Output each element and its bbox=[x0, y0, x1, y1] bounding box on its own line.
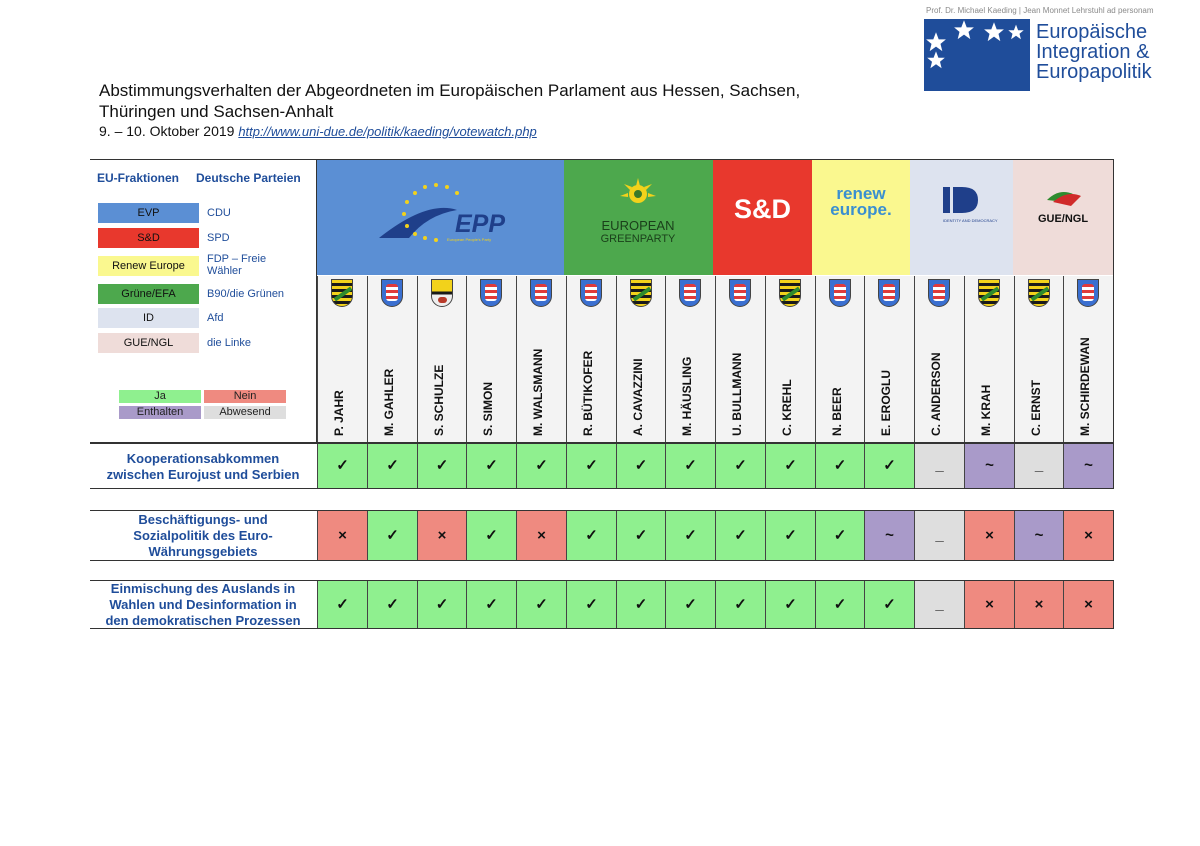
gue-logo-icon bbox=[1013, 160, 1113, 275]
row-right-border bbox=[1113, 443, 1114, 488]
legend-group-1: S&D bbox=[98, 228, 199, 248]
vote-cell-yes: ✓ bbox=[317, 444, 367, 488]
legend-group-0: EVP bbox=[98, 203, 199, 223]
state-crest-icon bbox=[331, 279, 353, 307]
mep-column bbox=[516, 276, 566, 442]
vote-cell-no: × bbox=[964, 581, 1014, 628]
mep-column bbox=[566, 276, 616, 442]
mep-column bbox=[665, 276, 715, 442]
vote-cell-yes: ✓ bbox=[715, 444, 765, 488]
vote-cell-yes: ✓ bbox=[665, 444, 715, 488]
vote-cell-yes: ✓ bbox=[466, 444, 516, 488]
vote-title bbox=[90, 512, 316, 560]
vote-cell-yes: ✓ bbox=[715, 511, 765, 560]
row-right-border bbox=[1113, 510, 1114, 560]
vote-cell-absent: _ bbox=[914, 444, 964, 488]
vote-cell-no: × bbox=[516, 511, 566, 560]
legend-groups-heading: EU-Fraktionen bbox=[97, 171, 180, 185]
mep-name-wrapper: U. BULLMANN bbox=[730, 352, 744, 436]
mep-column bbox=[616, 276, 666, 442]
svg-text:IDENTITY AND DEMOCRACY: IDENTITY AND DEMOCRACY bbox=[943, 218, 998, 223]
vote-cell-yes: ✓ bbox=[566, 444, 616, 488]
vote-title-line: zwischen Eurojust und Serbien bbox=[106, 466, 300, 482]
vote-cell-yes: ✓ bbox=[417, 444, 466, 488]
mep-column bbox=[715, 276, 765, 442]
row-bottom-border bbox=[90, 488, 1114, 489]
mep-name-wrapper: M. WALSMANN bbox=[531, 348, 545, 436]
vote-cell-yes: ✓ bbox=[367, 511, 417, 560]
state-crest-icon bbox=[1077, 279, 1099, 307]
legend-party-3: B90/die Grünen bbox=[207, 288, 285, 300]
green-party-logo-icon bbox=[564, 160, 713, 275]
svg-text:EUROPEAN: EUROPEAN bbox=[601, 218, 675, 233]
legend-absent: Abwesend bbox=[204, 406, 286, 419]
legend-party-1: SPD bbox=[207, 232, 230, 244]
state-crest-icon bbox=[829, 279, 851, 307]
vote-title-line: Wahlen und Desinformation in bbox=[109, 597, 297, 612]
vote-cell-abstain: ~ bbox=[864, 511, 914, 560]
svg-text:EPP: EPP bbox=[455, 210, 506, 238]
mep-name-wrapper: M. SCHIRDEWAN bbox=[1078, 337, 1092, 436]
eu-logo-icon bbox=[924, 19, 1030, 91]
vote-cell-yes: ✓ bbox=[516, 444, 566, 488]
logo-text: Europäische Integration & Europapolitik bbox=[1036, 21, 1152, 83]
mep-column bbox=[417, 276, 467, 442]
party-block-gue bbox=[1013, 160, 1113, 275]
vote-cell-yes: ✓ bbox=[765, 511, 815, 560]
legend-abstain: Enthalten bbox=[119, 406, 201, 419]
party-block-greens bbox=[564, 160, 713, 275]
mep-name-wrapper: M. HÄUSLING bbox=[680, 356, 694, 436]
legend-group-4: ID bbox=[98, 308, 199, 328]
vote-cell-yes: ✓ bbox=[815, 444, 864, 488]
vote-cell-no: × bbox=[964, 511, 1014, 560]
vote-cell-no: × bbox=[1014, 581, 1063, 628]
legend-party-5: die Linke bbox=[207, 337, 252, 349]
vote-cell-abstain: ~ bbox=[964, 444, 1014, 488]
mep-column bbox=[1063, 276, 1113, 442]
date-line bbox=[99, 123, 537, 139]
mep-name-wrapper: C. KREHL bbox=[780, 379, 794, 436]
vote-cell-yes: ✓ bbox=[864, 581, 914, 628]
mep-column bbox=[914, 276, 964, 442]
page-title: Abstimmungsverhalten der Abgeordneten im Europäischen Parlament aus Hessen, Sachsen, Thüringen und Sachsen-Anhalt bbox=[99, 81, 801, 121]
vote-title bbox=[90, 581, 316, 629]
vote-cell-yes: ✓ bbox=[466, 581, 516, 628]
legend-group-3: Grüne/EFA bbox=[98, 284, 199, 304]
mep-name-wrapper: S. SCHULZE bbox=[432, 364, 446, 436]
legend-no: Nein bbox=[204, 390, 286, 403]
vote-cell-yes: ✓ bbox=[417, 581, 466, 628]
vote-cell-no: × bbox=[1063, 511, 1113, 560]
vote-cell-yes: ✓ bbox=[566, 511, 616, 560]
party-block-sd bbox=[713, 160, 812, 275]
legend-group-2: Renew Europe bbox=[98, 256, 199, 276]
mep-column bbox=[1014, 276, 1064, 442]
vote-cell-no: × bbox=[417, 511, 466, 560]
vote-cell-yes: ✓ bbox=[715, 581, 765, 628]
vote-title bbox=[90, 451, 316, 483]
vote-cell-abstain: ~ bbox=[1063, 444, 1113, 488]
vote-cell-yes: ✓ bbox=[864, 444, 914, 488]
state-crest-icon bbox=[679, 279, 701, 307]
state-crest-icon bbox=[580, 279, 602, 307]
id-logo-icon bbox=[910, 160, 1013, 275]
vote-cell-yes: ✓ bbox=[815, 581, 864, 628]
state-crest-icon bbox=[779, 279, 801, 307]
mep-name-wrapper: R. BÜTIKOFER bbox=[581, 350, 595, 436]
mep-column bbox=[466, 276, 516, 442]
vote-title-line: Einmischung des Auslands in bbox=[110, 581, 296, 596]
vote-cell-yes: ✓ bbox=[516, 581, 566, 628]
state-crest-icon bbox=[878, 279, 900, 307]
mep-column bbox=[367, 276, 417, 442]
vote-title-line: Sozialpolitik des Euro- bbox=[133, 528, 273, 543]
vote-cell-yes: ✓ bbox=[616, 511, 665, 560]
mep-name-wrapper: S. SIMON bbox=[481, 381, 495, 436]
state-crest-icon bbox=[1028, 279, 1050, 307]
mep-column bbox=[317, 276, 367, 442]
mep-name-wrapper: A. CAVAZZINI bbox=[631, 358, 645, 436]
svg-text:GREENPARTY: GREENPARTY bbox=[600, 233, 676, 245]
vote-cell-abstain: ~ bbox=[1014, 511, 1063, 560]
state-crest-icon bbox=[928, 279, 950, 307]
mep-name-wrapper: N. BEER bbox=[830, 387, 844, 436]
row-right-border bbox=[1113, 580, 1114, 628]
vote-cell-yes: ✓ bbox=[665, 581, 715, 628]
state-crest-icon bbox=[431, 279, 453, 307]
row-bottom-border bbox=[90, 560, 1114, 561]
state-crest-icon bbox=[978, 279, 1000, 307]
state-crest-icon bbox=[729, 279, 751, 307]
state-crest-icon bbox=[480, 279, 502, 307]
legend-party-0: CDU bbox=[207, 207, 231, 219]
table-right-border bbox=[1113, 159, 1114, 443]
legend-yes: Ja bbox=[119, 390, 201, 403]
vote-title-line: Währungsgebiets bbox=[148, 544, 258, 559]
mep-name-wrapper: C. ERNST bbox=[1029, 379, 1043, 436]
legend-party-2: FDP – Freie Wähler bbox=[207, 253, 267, 277]
legend-group-5: GUE/NGL bbox=[98, 333, 199, 353]
vote-cell-absent: _ bbox=[914, 581, 964, 628]
mep-name-wrapper: C. ANDERSON bbox=[929, 352, 943, 436]
state-crest-icon bbox=[381, 279, 403, 307]
mep-name-wrapper: M. GAHLER bbox=[382, 368, 396, 436]
mep-column bbox=[765, 276, 815, 442]
party-block-id bbox=[910, 160, 1013, 275]
vote-cell-yes: ✓ bbox=[367, 444, 417, 488]
vote-cell-yes: ✓ bbox=[317, 581, 367, 628]
vote-title-line: den demokratischen Prozessen bbox=[105, 613, 301, 628]
mep-name-wrapper: P. JAHR bbox=[332, 390, 346, 436]
vote-cell-absent: _ bbox=[914, 511, 964, 560]
mep-column bbox=[964, 276, 1014, 442]
vote-cell-no: × bbox=[1063, 581, 1113, 628]
mep-name-wrapper: E. EROGLU bbox=[879, 369, 893, 436]
vote-cell-yes: ✓ bbox=[616, 581, 665, 628]
vote-title-line: Kooperationsabkommen bbox=[126, 450, 280, 466]
vote-cell-yes: ✓ bbox=[765, 581, 815, 628]
renew-logo: renew europe. bbox=[830, 184, 892, 219]
legend-parties-heading: Deutsche Parteien bbox=[196, 171, 301, 185]
legend-party-4: Afd bbox=[207, 312, 224, 324]
state-crest-icon bbox=[630, 279, 652, 307]
svg-text:GUE/NGL: GUE/NGL bbox=[1037, 213, 1089, 225]
party-block-epp bbox=[317, 160, 564, 275]
vote-cell-no: × bbox=[317, 511, 367, 560]
mep-column bbox=[815, 276, 865, 442]
mep-name-wrapper: M. KRAH bbox=[979, 384, 993, 436]
vote-cell-yes: ✓ bbox=[815, 511, 864, 560]
mep-column bbox=[864, 276, 914, 442]
votewatch-link[interactable]: http://www.uni-due.de/politik/kaeding/votewatch.php bbox=[238, 124, 537, 139]
vote-cell-absent: _ bbox=[1014, 444, 1063, 488]
vote-cell-yes: ✓ bbox=[466, 511, 516, 560]
epp-logo-icon bbox=[317, 160, 564, 275]
sd-logo: S&D bbox=[733, 194, 791, 224]
vote-cell-yes: ✓ bbox=[367, 581, 417, 628]
vote-title-line: Beschäftigungs- und bbox=[138, 512, 268, 527]
vote-cell-yes: ✓ bbox=[665, 511, 715, 560]
vote-cell-yes: ✓ bbox=[765, 444, 815, 488]
svg-text:European People's Party: European People's Party bbox=[447, 237, 492, 242]
vote-cell-yes: ✓ bbox=[616, 444, 665, 488]
party-block-renew bbox=[812, 160, 910, 275]
session-date: 9. – 10. Oktober 2019 bbox=[99, 123, 235, 139]
vote-cell-yes: ✓ bbox=[566, 581, 616, 628]
state-crest-icon bbox=[530, 279, 552, 307]
credit-line: Prof. Dr. Michael Kaeding | Jean Monnet Lehrstuhl ad personam bbox=[926, 6, 1154, 15]
